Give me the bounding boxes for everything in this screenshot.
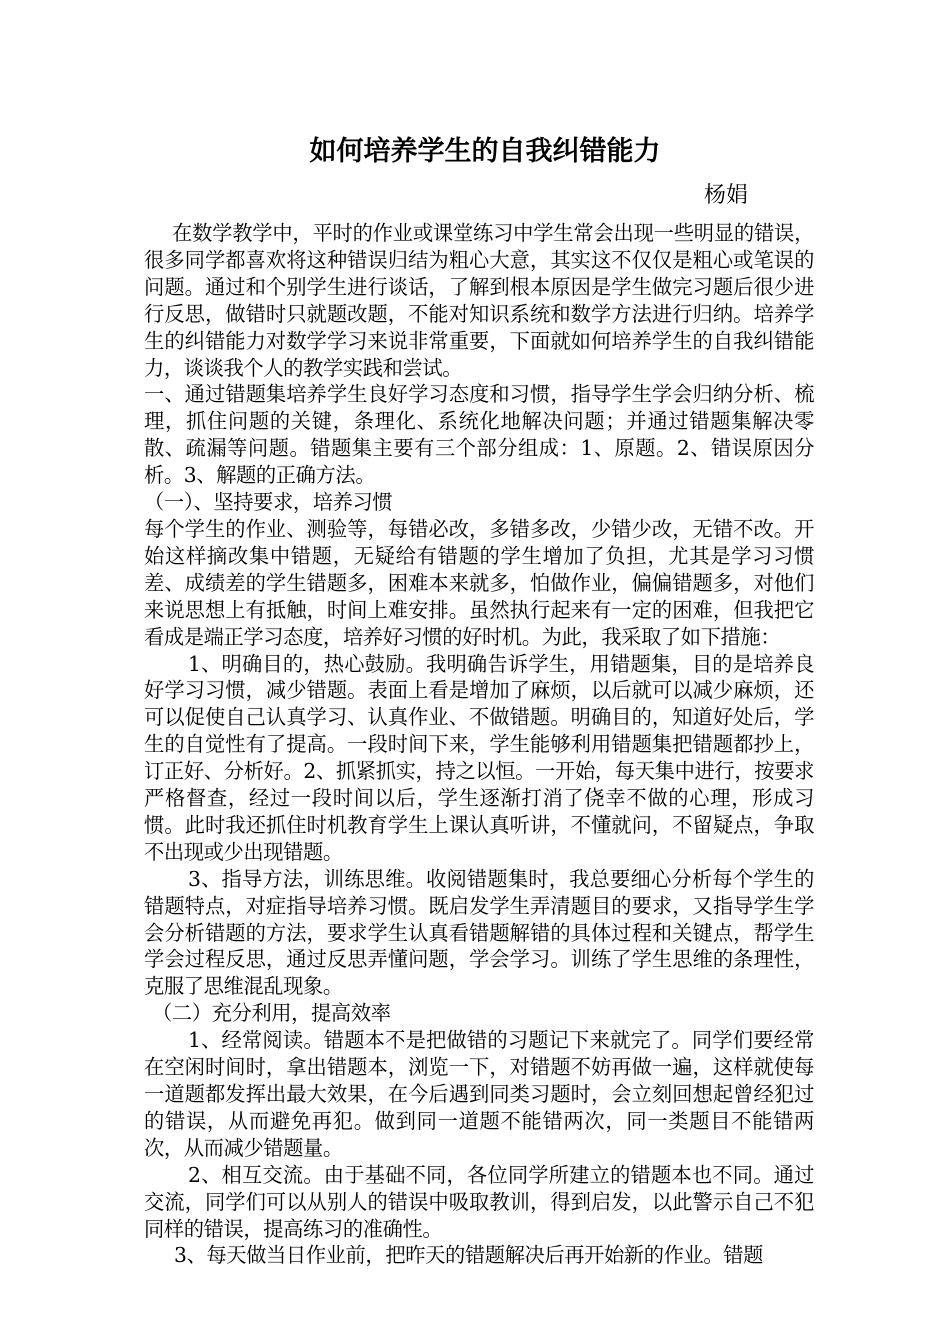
document-page [144,132,814,1269]
paragraph-measure-1: 1、明确目的，热心鼓励。我明确告诉学生，用错题集，目的是培养良好学习习惯，减少错题。表面上看是增加了麻烦，以后就可以减少麻烦，还可以促使自己认真学习、认真作业、不做错题。明确目的，知道好处后，学生的自觉性有了提高。一段时间下来，学生能够利用错题集把错题都抄上，订正好、分析好。2、抓紧抓实，持之以恒。一开始，每天集中进行，按要求严格督查，经过一段时间以后，学生逐渐打消了侥幸不做的心理，形成习惯。此时我还抓住时机教育学生上课认真听讲，不懂就问，不留疑点，争取不出现或少出现错题。 [144,651,814,864]
paragraph-daily: 3、每天做当日作业前，把昨天的错题解决后再开始新的作业。错题 [174,1243,764,1268]
subheading-one: （一）、坚持要求，培养习惯 [144,490,393,515]
paragraph-section-one: 一、通过错题集培养学生良好学习态度和习惯，指导学生学会归纳分析、梳理，抓住问题的关键，条理化、系统化地解决问题；并通过错题集解决零散、疏漏等问题。错题集主要有三个部分组成：1、原题。2、错误原因分析。3、解题的正确方法。 [144,382,814,488]
document-author: 杨娟 [703,183,748,208]
paragraph-reading: 1、经常阅读。错题本不是把做错的习题记下来就完了。同学们要经常在空闲时间时，拿出错题本，浏览一下，对错题不妨再做一遍，这样就使每一道题都发挥出最大效果，在今后遇到同类习题时，会立刻回想起曾经犯过的错误，从而避免再犯。做到同一道题不能错两次，同一类题目不能错两次，从而减少错题量。 [144,1028,814,1160]
document-body [144,220,814,1269]
paragraph-measure-3: 3、指导方法，训练思维。收阅错题集时，我总要细心分析每个学生的错题特点，对症指导培养习惯。既启发学生弄清题目的要求，又指导学生学会分析错题的方法，要求学生认真看错题解错的具体过程和关键点，帮学生学会过程反思，通过反思弄懂问题，学会学习。训练了学生思维的条理性，克服了思维混乱现象。 [144,866,814,999]
paragraph-homework: 每个学生的作业、测验等，每错必改，多错多改，少错少改，无错不改。开始这样摘改集中错题，无疑给有错题的学生增加了负担，尤其是学习习惯差、成绩差的学生错题多，困难本来就多，怕做作业，偏偏错题多，对他们来说思想上有抵触，时间上难安排。虽然执行起来有一定的困难，但我把它看成是端正学习态度，培养好习惯的好时机。为此，我采取了如下措施： [144,516,814,649]
paragraph-intro: 在数学教学中，平时的作业或课堂练习中学生常会出现一些明显的错误，很多同学都喜欢将这种错误归结为粗心大意，其实这不仅仅是粗心或笔误的问题。通过和个别学生进行谈话，了解到根本原因是学生做完习题后很少进行反思，做错时只就题改题，不能对知识系统和数学方法进行归纳。培养学生的纠错能力对数学学习来说非常重要，下面就如何培养学生的自我纠错能力，谈谈我个人的教学实践和尝试。 [144,221,814,380]
document-title: 如何培养学生的自我纠错能力 [309,136,661,167]
subheading-two: （二）充分利用，提高效率 [152,1001,391,1026]
paragraph-exchange: 2、相互交流。由于基础不同，各位同学所建立的错题本也不同。通过交流，同学们可以从别人的错误中吸取教训，得到启发，以此警示自己不犯同样的错误，提高练习的准确性。 [144,1162,814,1241]
